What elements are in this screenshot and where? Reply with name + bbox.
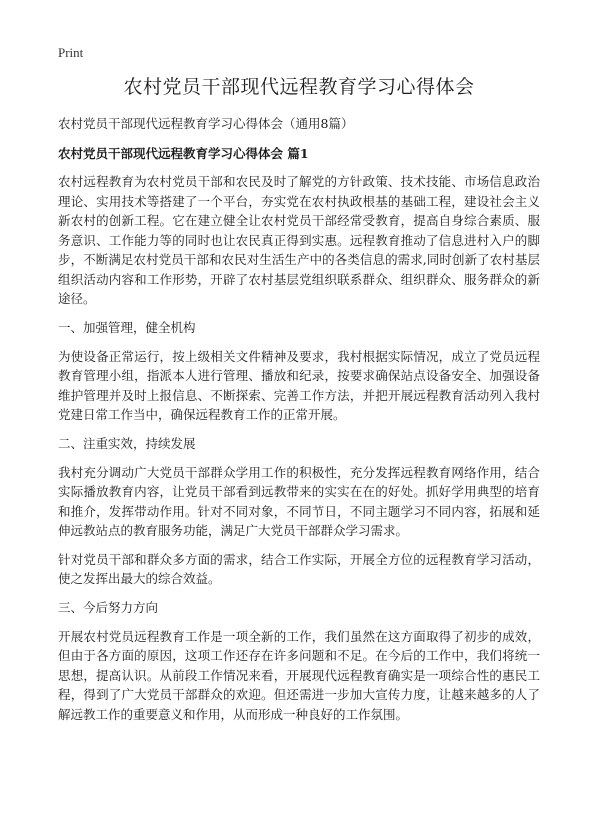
heading-3: 三、今后努力方向 <box>58 599 159 615</box>
section-title: 农村党员干部现代远程教育学习心得体会 篇1 <box>58 146 309 161</box>
paragraph-management: 为使设备正常运行，按上级相关文件精神及要求，我村根据实际情况，成立了党员远程教育管理小组，指派本人进行管理、播放和纪录，按要求确保站点设备安全、加强设备维护管理并及时上报信息、不断探索、完善工作方法，并把开展远程教育活动列入我村党建日常工作当中，确保远程教育工作的正常开展。 <box>58 348 540 422</box>
paragraph-future: 开展农村党员远程教育工作是一项全新的工作，我们虽然在这方面取得了初步的成效，但由于各方面的原因，这项工作还存在许多问题和不足。在今后的工作中，我们将统一思想，提高认识。从前段工作情况来看，开展现代远程教育确实是一项综合性的惠民工程，得到了广大党员干部群众的欢迎。但还需进一步加大宣传力度，让越来越多的人了解远教工作的重要意义和作用，从而形成一种良好的工作氛围。 <box>58 628 540 722</box>
paragraph-effectiveness: 我村充分调动广大党员干部群众学用工作的积极性，充分发挥远程教育网络作用，结合实际播放教育内容，让党员干部看到远教带来的实实在在的好处。抓好学用典型的培育和推介，发挥带动作用。针对不同对象，不同节日，不同主题学习不同内容，拓展和延伸远教站点的教育服务功能，满足广大党员干部群众学习需求。 <box>58 464 540 538</box>
print-link[interactable]: Print <box>58 45 84 60</box>
paragraph-needs: 针对党员干部和群众多方面的需求，结合工作实际，开展全方位的远程教育学习活动，使之发挥出最大的综合效益。 <box>58 551 540 586</box>
heading-1: 一、加强管理，健全机构 <box>58 319 196 335</box>
paragraph-intro: 农村远程教育为农村党员干部和农民及时了解党的方针政策、技术技能、市场信息政治理论、实用技术等搭建了一个平台，夯实党在农村执政根基的基础工程，建设社会主义新农村的创新工程。它在建立健全让农村党员干部经常受教育，提高自身综合素质、服务意识、工作能力等的同时也让农民真正得到实惠。远程教育推动了信息进村入户的脚步，不断满足农村党员干部和农民对生活生产中的各类信息的需求,同时创新了农村基层组织活动内容和工作形势，开辟了农村基层党组织联系群众、组织群众、服务群众的新途径。 <box>58 174 540 306</box>
heading-2: 二、注重实效，持续发展 <box>58 435 196 451</box>
document-title: 农村党员干部现代远程教育学习心得体会 <box>123 76 475 98</box>
document-subtitle: 农村党员干部现代远程教育学习心得体会（通用8篇） <box>58 116 354 131</box>
